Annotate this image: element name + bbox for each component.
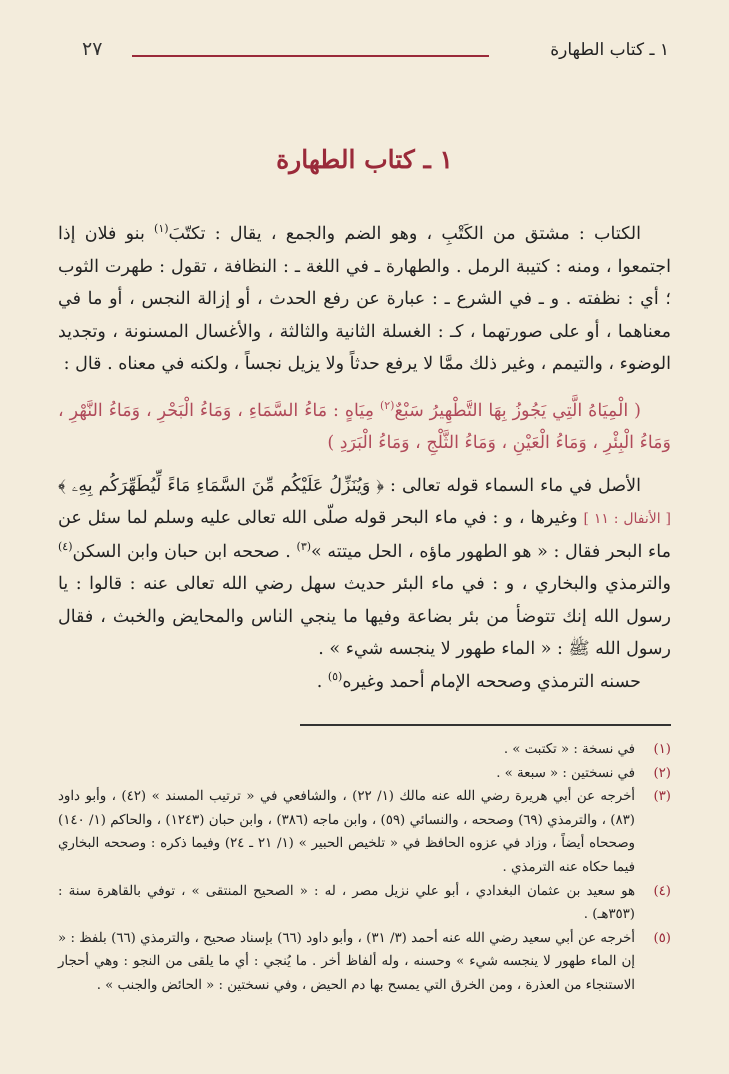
footnote-item	[58, 738, 671, 762]
footnote-number: (٤)	[653, 883, 671, 899]
footnote-item	[58, 762, 671, 786]
footnote-item	[58, 785, 671, 879]
chapter-title: ١ ـ كتاب الطهارة	[276, 145, 453, 174]
explanation-text-3: . صححه ابن حبان وابن السكن	[72, 541, 297, 562]
grading-text-2: .	[316, 671, 328, 692]
quran-reference: [ الأنفال : ١١ ]	[583, 511, 671, 527]
footnote-number: (٣)	[653, 789, 671, 805]
footnote-text: في نسختين : « سبعة » .	[496, 765, 635, 781]
footnote-item	[58, 880, 671, 927]
body-text	[58, 218, 671, 698]
intro-text-1: الكتاب : مشتق من الكَتْبِ ، وهو الضم والجمع ، يقال : تكتّبَ	[168, 224, 641, 244]
intro-text-2: بنو فلان إذا اجتمعوا ، ومنه : كتيبة الرمل . والطهارة ـ في اللغة ـ : النظافة ، تقول : طهرت الثوب ؛ أي : نظفته . و ـ في الشرع ـ : عبارة عن رفع الحدث ، أو إزالة النجس ، أو ما في معناهما ، أو على صورتهما ، كـ : الغسلة الثانية والثالثة ، والأغسال المسنونة ، وتجديد الوضوء ، والتيمم ، وغير ذلك ممَّا لا يرفع حدثاً ولا يزيل نجساً ، ولكنه في معناه . قال :	[58, 224, 671, 374]
grading-text-1: حسنه الترمذي وصححه الإمام أحمد وغيره	[342, 671, 641, 692]
footnote-separator	[300, 724, 671, 726]
matn-quote	[58, 395, 671, 460]
explanation-text-2: وغيرها ، و : في ماء البحر قوله صلّى الله تعالى عليه وسلم لما سئل عن ماء البحر فقال : « هو الطهور ماؤه ، الحل ميتته »	[58, 508, 671, 562]
footnote-text: أخرجه عن أبي سعيد رضي الله عنه أحمد (٣/ ٣١) ، وأبو داود (٦٦) بإسناد صحيح ، والترمذي (٦٦) بلفظ : « إن الماء طهور لا ينجسه شيء » وحسنه ، وله ألفاظ أخر . ما يُنجي : أي ما يلقى من النجو : وهي أحجار الاستنجاء من العذرة ، ومن الخرق التي يمسح بها دم الحيض ، وفي نسختين : « الحائض والجنب » .	[58, 930, 635, 993]
footnote-ref-5: (٥)	[327, 669, 343, 683]
quote-text-2: مِيَاهٍ : مَاءُ السَّمَاءِ ، وَمَاءُ الْبَحْرِ ، وَمَاءُ النَّهْرِ ، وَمَاءُ الْبِئْرِ ، وَمَاءُ الْعَيْنِ ، وَمَاءُ الثَّلْجِ ، وَمَاءُ الْبَرَدِ )	[58, 400, 671, 453]
footnote-item	[58, 927, 671, 998]
explanation-text-4: والترمذي والبخاري ، و : في ماء البئر حديث سهل رضي الله تعالى عنه : قالوا : يا رسول الله إنك تتوضأ من بئر بضاعة وفيها ما ينجي الناس والمحايض والخبث ، فقال رسول الله ﷺ : « الماء طهور لا ينجسه شيء » .	[58, 574, 671, 659]
grading-paragraph	[58, 666, 671, 699]
footnote-number: (١)	[653, 742, 671, 757]
intro-paragraph	[58, 218, 671, 381]
footnote-number: (٥)	[653, 930, 671, 946]
running-head: ١ ـ كتاب الطهارة	[550, 40, 669, 60]
header-rule	[132, 55, 489, 57]
footnote-text: أخرجه عن أبي هريرة رضي الله عنه مالك (١/ ٢٢) ، والشافعي في « ترتيب المسند » (٤٢) ، وأبو داود (٨٣) ، والترمذي (٦٩) وصححه ، والنسائي (٥٩) ، وابن ماجه (٣٨٦) ، وابن حبان (١٢٤٣) ، والحاكم (١/ ١٤٠) وصححاه أيضاً ، وزاد في عزوه الحافظ في « تلخيص الحبير » (١/ ٢١ ـ ٢٤) وفيما ذكره : وصححه البخاري فيما حكاه عنه الترمذي .	[58, 789, 635, 875]
page-header	[82, 38, 669, 68]
quote-text-1: ( الْمِيَاهُ الَّتِي يَجُوزُ بِهَا التَّطْهِيرُ سَبْعٌ	[394, 400, 641, 421]
footnote-text: في نسخة : « تكتبت » .	[503, 742, 635, 757]
footnote-ref-2: (٢)	[379, 398, 395, 412]
footnote-ref-3: (٣)	[296, 539, 312, 553]
explanation-paragraph	[58, 470, 671, 666]
footnote-text: هو سعيد بن عثمان البغدادي ، أبو علي نزيل مصر ، له : « الصحيح المنتقى » ، توفي بالقاهرة سنة : (٣٥٣هـ) .	[58, 883, 635, 923]
footnote-ref-4: (٤)	[58, 539, 73, 553]
footnote-number: (٢)	[653, 765, 671, 781]
footnotes	[58, 738, 671, 998]
explanation-text-1: الأصل في ماء السماء قوله تعالى : ﴿ وَيُنَزِّلُ عَلَيْكُم مِّنَ السَّمَاءِ مَاءً لِّيُطَهِّرَكُم بِهِۦ ﴾	[58, 475, 641, 496]
page-number: ٢٧	[82, 38, 103, 60]
footnote-ref-1: (١)	[154, 222, 169, 236]
